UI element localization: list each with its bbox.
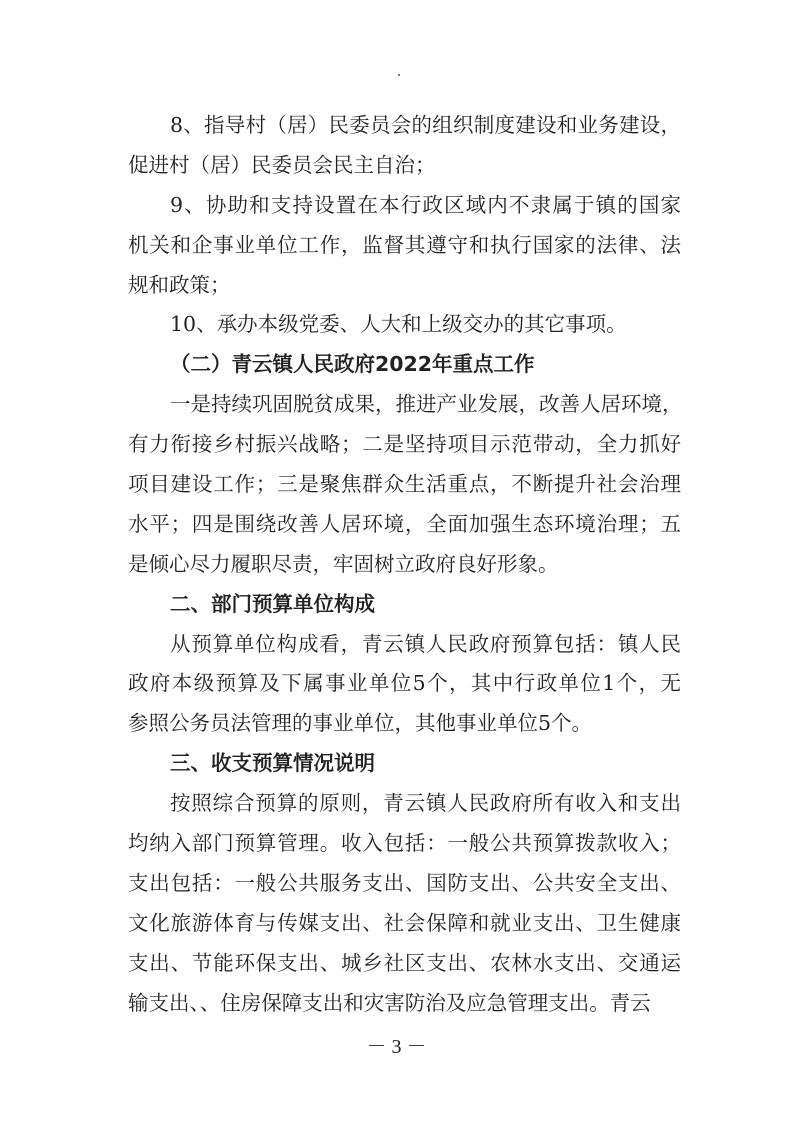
text-line: 项目建设工作；三是聚焦群众生活重点，不断提升社会治理: [128, 472, 681, 497]
paragraph: [128, 186, 681, 306]
text-line: 有力衔接乡村振兴战略；二是坚持项目示范带动，全力抓好: [128, 432, 681, 457]
text-line: 均纳入部门预算管理。收入包括：一般公共预算拨款收入；: [128, 831, 681, 856]
text-line: 参照公务员法管理的事业单位，其他事业单位5个。: [128, 711, 593, 736]
paragraph: [128, 625, 681, 745]
section-heading: [128, 744, 681, 784]
section-heading: [128, 585, 681, 625]
text-line: 输支出、、住房保障支出和灾害防治及应急管理支出。青云: [128, 990, 651, 1015]
paragraph: [128, 385, 681, 584]
paragraph: [128, 784, 681, 1023]
text-line: 10、承办本级党委、人大和上级交办的其它事项。: [170, 312, 627, 337]
text-line: 9、协助和支持设置在本行政区域内不隶属于镇的国家: [170, 192, 681, 217]
text-line: 规和政策；: [128, 272, 231, 297]
text-line: 机关和企事业单位工作，监督其遵守和执行国家的法律、法: [128, 232, 681, 257]
text-line: 二、部门预算单位构成: [170, 591, 375, 616]
text-line: 文化旅游体育与传媒支出、社会保障和就业支出、卫生健康: [128, 910, 681, 935]
text-line: 从预算单位构成看，青云镇人民政府预算包括：镇人民: [170, 631, 681, 656]
page-number: － 3 －: [366, 1036, 427, 1058]
scan-speck: [398, 74, 400, 76]
text-line: 政府本级预算及下属事业单位5个，其中行政单位1个，无: [128, 671, 681, 696]
text-line: 三、收支预算情况说明: [170, 751, 375, 776]
document-body: [128, 106, 681, 1023]
text-line: 8、指导村（居）民委员会的组织制度建设和业务建设，: [170, 113, 681, 137]
text-line: 是倾心尽力履职尽责，牢固树立政府良好形象。: [128, 551, 559, 576]
text-line: 按照综合预算的原则，青云镇人民政府所有收入和支出: [170, 791, 681, 816]
text-line: 促进村（居）民委员会民主自治；: [128, 152, 436, 177]
text-line: 一是持续巩固脱贫成果，推进产业发展，改善人居环境，: [170, 392, 683, 417]
section-heading: [128, 345, 681, 385]
paragraph: [128, 106, 681, 186]
text-line: 支出、节能环保支出、城乡社区支出、农林水支出、交通运: [128, 950, 681, 975]
text-line: （二）青云镇人民政府2022年重点工作: [170, 352, 535, 377]
paragraph: [128, 305, 681, 345]
text-line: 支出包括：一般公共服务支出、国防支出、公共安全支出、: [128, 870, 681, 895]
text-line: 水平；四是围绕改善人居环境，全面加强生态环境治理；五: [128, 511, 681, 536]
